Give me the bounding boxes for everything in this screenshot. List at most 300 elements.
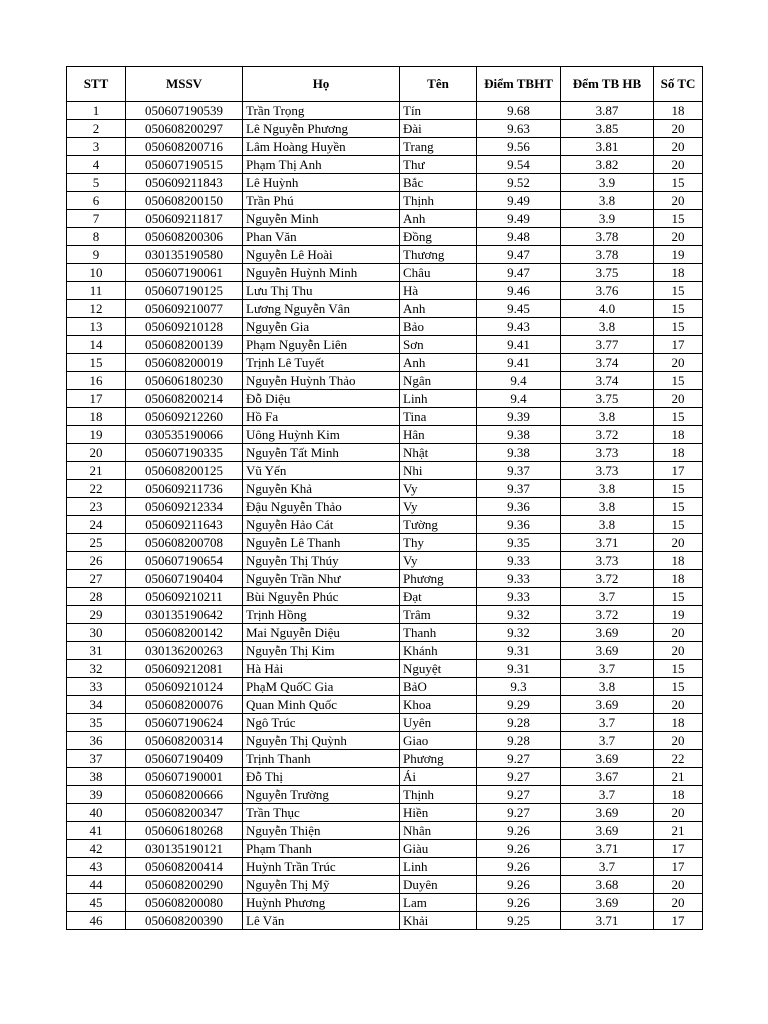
cell-ten: Thương <box>400 246 477 264</box>
cell-so-tc: 18 <box>654 102 703 120</box>
cell-mssv: 050607190409 <box>126 750 243 768</box>
table-row <box>67 714 703 732</box>
cell-so-tc: 20 <box>654 228 703 246</box>
cell-ten: Linh <box>400 858 477 876</box>
cell-so-tc: 18 <box>654 570 703 588</box>
cell-diem-tbht: 9.45 <box>477 300 561 318</box>
cell-diem-tb-hb: 3.74 <box>561 372 654 390</box>
cell-so-tc: 15 <box>654 372 703 390</box>
cell-stt: 38 <box>67 768 126 786</box>
cell-diem-tb-hb: 3.85 <box>561 120 654 138</box>
cell-stt: 21 <box>67 462 126 480</box>
cell-ten: Hân <box>400 426 477 444</box>
cell-stt: 15 <box>67 354 126 372</box>
cell-mssv: 050608200708 <box>126 534 243 552</box>
cell-stt: 12 <box>67 300 126 318</box>
table-body <box>67 102 703 930</box>
cell-ten: Tín <box>400 102 477 120</box>
cell-diem-tbht: 9.3 <box>477 678 561 696</box>
cell-so-tc: 15 <box>654 480 703 498</box>
cell-so-tc: 20 <box>654 624 703 642</box>
cell-stt: 24 <box>67 516 126 534</box>
cell-so-tc: 20 <box>654 120 703 138</box>
cell-diem-tb-hb: 3.73 <box>561 552 654 570</box>
cell-ho: Trịnh Hồng <box>243 606 400 624</box>
table-row <box>67 642 703 660</box>
cell-diem-tb-hb: 3.71 <box>561 912 654 930</box>
cell-mssv: 050609210077 <box>126 300 243 318</box>
cell-ho: Phan Văn <box>243 228 400 246</box>
cell-diem-tbht: 9.28 <box>477 714 561 732</box>
cell-stt: 9 <box>67 246 126 264</box>
cell-diem-tb-hb: 3.74 <box>561 354 654 372</box>
cell-diem-tbht: 9.26 <box>477 894 561 912</box>
table-row <box>67 516 703 534</box>
table-row <box>67 372 703 390</box>
cell-diem-tb-hb: 3.78 <box>561 246 654 264</box>
cell-diem-tbht: 9.28 <box>477 732 561 750</box>
cell-diem-tbht: 9.43 <box>477 318 561 336</box>
cell-so-tc: 20 <box>654 804 703 822</box>
cell-mssv: 050609212260 <box>126 408 243 426</box>
cell-so-tc: 15 <box>654 174 703 192</box>
cell-ho: Nguyễn Trần Như <box>243 570 400 588</box>
cell-diem-tbht: 9.26 <box>477 876 561 894</box>
table-row <box>67 462 703 480</box>
cell-so-tc: 15 <box>654 282 703 300</box>
header-ho: Họ <box>243 67 400 102</box>
cell-ho: Trần Phú <box>243 192 400 210</box>
cell-diem-tb-hb: 3.67 <box>561 768 654 786</box>
cell-mssv: 050608200139 <box>126 336 243 354</box>
cell-mssv: 030135190642 <box>126 606 243 624</box>
cell-mssv: 050609212081 <box>126 660 243 678</box>
cell-so-tc: 17 <box>654 858 703 876</box>
cell-ho: Uông Huỳnh Kim <box>243 426 400 444</box>
cell-so-tc: 17 <box>654 912 703 930</box>
cell-mssv: 050607190125 <box>126 282 243 300</box>
cell-ten: Đài <box>400 120 477 138</box>
cell-diem-tb-hb: 3.7 <box>561 588 654 606</box>
cell-ten: Thịnh <box>400 786 477 804</box>
cell-ten: Phương <box>400 570 477 588</box>
cell-stt: 22 <box>67 480 126 498</box>
cell-diem-tbht: 9.26 <box>477 858 561 876</box>
cell-diem-tb-hb: 3.8 <box>561 192 654 210</box>
cell-mssv: 050609211643 <box>126 516 243 534</box>
header-stt: STT <box>67 67 126 102</box>
cell-diem-tbht: 9.38 <box>477 426 561 444</box>
cell-ho: Đỗ Diệu <box>243 390 400 408</box>
table-row <box>67 246 703 264</box>
cell-ho: Nguyễn Gia <box>243 318 400 336</box>
cell-ten: Giao <box>400 732 477 750</box>
cell-stt: 6 <box>67 192 126 210</box>
table-row <box>67 480 703 498</box>
cell-so-tc: 15 <box>654 678 703 696</box>
cell-so-tc: 20 <box>654 390 703 408</box>
cell-stt: 7 <box>67 210 126 228</box>
cell-so-tc: 15 <box>654 498 703 516</box>
cell-ten: Châu <box>400 264 477 282</box>
cell-stt: 41 <box>67 822 126 840</box>
cell-so-tc: 19 <box>654 606 703 624</box>
cell-ho: Nguyễn Thị Quỳnh <box>243 732 400 750</box>
header-ten: Tên <box>400 67 477 102</box>
cell-ho: Trần Thục <box>243 804 400 822</box>
cell-so-tc: 18 <box>654 552 703 570</box>
cell-ten: Khoa <box>400 696 477 714</box>
table-row <box>67 732 703 750</box>
cell-stt: 20 <box>67 444 126 462</box>
cell-ho: Quan Minh Quốc <box>243 696 400 714</box>
cell-stt: 36 <box>67 732 126 750</box>
cell-diem-tbht: 9.68 <box>477 102 561 120</box>
cell-diem-tb-hb: 3.69 <box>561 642 654 660</box>
cell-stt: 32 <box>67 660 126 678</box>
header-diem-tbht: Điểm TBHT <box>477 67 561 102</box>
cell-diem-tbht: 9.63 <box>477 120 561 138</box>
cell-ho: Nguyễn Thị Thúy <box>243 552 400 570</box>
cell-stt: 40 <box>67 804 126 822</box>
cell-mssv: 050608200314 <box>126 732 243 750</box>
cell-diem-tb-hb: 3.8 <box>561 408 654 426</box>
cell-diem-tb-hb: 3.73 <box>561 462 654 480</box>
cell-diem-tbht: 9.32 <box>477 624 561 642</box>
cell-diem-tbht: 9.27 <box>477 804 561 822</box>
cell-diem-tbht: 9.56 <box>477 138 561 156</box>
cell-stt: 18 <box>67 408 126 426</box>
cell-ten: Anh <box>400 300 477 318</box>
table-row <box>67 228 703 246</box>
cell-diem-tb-hb: 3.76 <box>561 282 654 300</box>
cell-ten: Ái <box>400 768 477 786</box>
cell-stt: 13 <box>67 318 126 336</box>
cell-mssv: 050607190404 <box>126 570 243 588</box>
cell-ho: Phạm Thanh <box>243 840 400 858</box>
cell-ten: Thanh <box>400 624 477 642</box>
cell-diem-tbht: 9.25 <box>477 912 561 930</box>
cell-mssv: 050608200666 <box>126 786 243 804</box>
cell-stt: 4 <box>67 156 126 174</box>
cell-ten: Lam <box>400 894 477 912</box>
cell-stt: 19 <box>67 426 126 444</box>
table-row <box>67 822 703 840</box>
cell-mssv: 050608200142 <box>126 624 243 642</box>
cell-diem-tbht: 9.35 <box>477 534 561 552</box>
cell-mssv: 050606180268 <box>126 822 243 840</box>
cell-ten: Vy <box>400 498 477 516</box>
cell-ten: Hà <box>400 282 477 300</box>
cell-mssv: 050609210211 <box>126 588 243 606</box>
cell-so-tc: 19 <box>654 246 703 264</box>
cell-ho: Lương Nguyễn Vân <box>243 300 400 318</box>
cell-ten: Anh <box>400 210 477 228</box>
student-grade-table <box>66 66 703 930</box>
cell-ho: Nguyễn Tất Minh <box>243 444 400 462</box>
cell-ho: Lê Nguyễn Phương <box>243 120 400 138</box>
cell-stt: 2 <box>67 120 126 138</box>
cell-mssv: 050608200150 <box>126 192 243 210</box>
cell-diem-tb-hb: 3.69 <box>561 894 654 912</box>
cell-mssv: 050607190335 <box>126 444 243 462</box>
cell-ho: Nguyễn Thiện <box>243 822 400 840</box>
cell-ten: Thy <box>400 534 477 552</box>
cell-so-tc: 18 <box>654 786 703 804</box>
cell-ho: Lê Văn <box>243 912 400 930</box>
cell-ten: Bảo <box>400 318 477 336</box>
table-row <box>67 336 703 354</box>
cell-mssv: 050609210124 <box>126 678 243 696</box>
cell-diem-tbht: 9.37 <box>477 462 561 480</box>
header-so-tc: Số TC <box>654 67 703 102</box>
cell-diem-tb-hb: 3.69 <box>561 624 654 642</box>
cell-diem-tb-hb: 3.73 <box>561 444 654 462</box>
cell-ten: Bắc <box>400 174 477 192</box>
cell-diem-tbht: 9.4 <box>477 390 561 408</box>
cell-diem-tbht: 9.31 <box>477 642 561 660</box>
cell-ten: BảO <box>400 678 477 696</box>
cell-ten: Trâm <box>400 606 477 624</box>
cell-diem-tb-hb: 3.69 <box>561 822 654 840</box>
cell-mssv: 050607190061 <box>126 264 243 282</box>
cell-diem-tb-hb: 3.68 <box>561 876 654 894</box>
cell-diem-tb-hb: 3.72 <box>561 606 654 624</box>
cell-ho: Nguyễn Huỳnh Minh <box>243 264 400 282</box>
cell-ten: Khánh <box>400 642 477 660</box>
table-row <box>67 174 703 192</box>
table-row <box>67 138 703 156</box>
cell-mssv: 050608200080 <box>126 894 243 912</box>
cell-diem-tbht: 9.41 <box>477 354 561 372</box>
cell-ho: Phạm Nguyễn Liên <box>243 336 400 354</box>
cell-so-tc: 17 <box>654 462 703 480</box>
table-row <box>67 192 703 210</box>
cell-mssv: 050607190001 <box>126 768 243 786</box>
cell-ho: Nguyễn Minh <box>243 210 400 228</box>
cell-ho: Nguyễn Trường <box>243 786 400 804</box>
cell-diem-tbht: 9.41 <box>477 336 561 354</box>
cell-diem-tb-hb: 3.69 <box>561 804 654 822</box>
cell-ho: Nguyễn Huỳnh Thảo <box>243 372 400 390</box>
cell-stt: 34 <box>67 696 126 714</box>
cell-diem-tbht: 9.27 <box>477 750 561 768</box>
cell-diem-tb-hb: 3.8 <box>561 318 654 336</box>
cell-ten: Nhật <box>400 444 477 462</box>
table-row <box>67 426 703 444</box>
cell-so-tc: 15 <box>654 408 703 426</box>
cell-diem-tb-hb: 3.7 <box>561 786 654 804</box>
table-row <box>67 498 703 516</box>
cell-so-tc: 15 <box>654 318 703 336</box>
cell-diem-tbht: 9.29 <box>477 696 561 714</box>
cell-stt: 37 <box>67 750 126 768</box>
table-row <box>67 534 703 552</box>
table-row <box>67 570 703 588</box>
table-row <box>67 804 703 822</box>
cell-so-tc: 20 <box>654 354 703 372</box>
table-row <box>67 264 703 282</box>
cell-diem-tbht: 9.54 <box>477 156 561 174</box>
table-row <box>67 750 703 768</box>
cell-stt: 29 <box>67 606 126 624</box>
table-row <box>67 858 703 876</box>
cell-diem-tbht: 9.38 <box>477 444 561 462</box>
cell-diem-tbht: 9.32 <box>477 606 561 624</box>
table-row <box>67 282 703 300</box>
cell-diem-tbht: 9.26 <box>477 840 561 858</box>
cell-ho: Ngô Trúc <box>243 714 400 732</box>
cell-diem-tb-hb: 3.7 <box>561 660 654 678</box>
cell-diem-tb-hb: 3.75 <box>561 390 654 408</box>
cell-mssv: 050608200414 <box>126 858 243 876</box>
cell-ten: Uyên <box>400 714 477 732</box>
cell-stt: 33 <box>67 678 126 696</box>
cell-diem-tbht: 9.26 <box>477 822 561 840</box>
table-row <box>67 444 703 462</box>
cell-stt: 14 <box>67 336 126 354</box>
cell-stt: 30 <box>67 624 126 642</box>
cell-so-tc: 20 <box>654 192 703 210</box>
cell-so-tc: 18 <box>654 264 703 282</box>
cell-stt: 42 <box>67 840 126 858</box>
table-row <box>67 876 703 894</box>
cell-mssv: 050606180230 <box>126 372 243 390</box>
table-row <box>67 786 703 804</box>
cell-stt: 46 <box>67 912 126 930</box>
cell-mssv: 050609211817 <box>126 210 243 228</box>
cell-diem-tbht: 9.49 <box>477 210 561 228</box>
cell-diem-tb-hb: 3.82 <box>561 156 654 174</box>
cell-stt: 5 <box>67 174 126 192</box>
cell-ho: Vũ Yến <box>243 462 400 480</box>
cell-ten: Thư <box>400 156 477 174</box>
cell-ten: Đạt <box>400 588 477 606</box>
cell-diem-tbht: 9.37 <box>477 480 561 498</box>
cell-so-tc: 15 <box>654 660 703 678</box>
cell-diem-tbht: 9.52 <box>477 174 561 192</box>
cell-diem-tbht: 9.36 <box>477 516 561 534</box>
table-row <box>67 120 703 138</box>
cell-diem-tbht: 9.4 <box>477 372 561 390</box>
table-row <box>67 768 703 786</box>
cell-ten: Tường <box>400 516 477 534</box>
cell-ten: Giàu <box>400 840 477 858</box>
cell-diem-tb-hb: 3.71 <box>561 840 654 858</box>
cell-mssv: 050608200290 <box>126 876 243 894</box>
cell-so-tc: 18 <box>654 444 703 462</box>
table-row <box>67 156 703 174</box>
table-row <box>67 102 703 120</box>
cell-diem-tbht: 9.49 <box>477 192 561 210</box>
cell-stt: 31 <box>67 642 126 660</box>
cell-diem-tbht: 9.36 <box>477 498 561 516</box>
cell-ten: Sơn <box>400 336 477 354</box>
cell-ten: Linh <box>400 390 477 408</box>
cell-so-tc: 18 <box>654 426 703 444</box>
cell-diem-tbht: 9.46 <box>477 282 561 300</box>
cell-ten: Đồng <box>400 228 477 246</box>
cell-ho: Bùi Nguyễn Phúc <box>243 588 400 606</box>
cell-mssv: 050608200297 <box>126 120 243 138</box>
cell-mssv: 050607190654 <box>126 552 243 570</box>
cell-stt: 27 <box>67 570 126 588</box>
cell-stt: 43 <box>67 858 126 876</box>
cell-stt: 8 <box>67 228 126 246</box>
cell-so-tc: 21 <box>654 768 703 786</box>
cell-ho: Huỳnh Trần Trúc <box>243 858 400 876</box>
cell-ho: Nguyễn Thị Mỹ <box>243 876 400 894</box>
cell-ten: Nhi <box>400 462 477 480</box>
cell-mssv: 050608200019 <box>126 354 243 372</box>
cell-diem-tb-hb: 3.78 <box>561 228 654 246</box>
cell-so-tc: 18 <box>654 714 703 732</box>
cell-ho: Huỳnh Phương <box>243 894 400 912</box>
cell-mssv: 050609212334 <box>126 498 243 516</box>
cell-ho: Nguyễn Thị Kim <box>243 642 400 660</box>
table-row <box>67 390 703 408</box>
table-row <box>67 354 703 372</box>
cell-diem-tb-hb: 3.8 <box>561 516 654 534</box>
cell-diem-tb-hb: 3.87 <box>561 102 654 120</box>
cell-mssv: 050608200125 <box>126 462 243 480</box>
cell-so-tc: 20 <box>654 696 703 714</box>
cell-diem-tbht: 9.48 <box>477 228 561 246</box>
cell-ten: Nhân <box>400 822 477 840</box>
table-row <box>67 318 703 336</box>
cell-ho: PhạM QuốC Gia <box>243 678 400 696</box>
cell-mssv: 050609210128 <box>126 318 243 336</box>
cell-so-tc: 20 <box>654 894 703 912</box>
cell-ho: Hồ Fa <box>243 408 400 426</box>
header-diem-tb-hb: Đểm TB HB <box>561 67 654 102</box>
table-row <box>67 894 703 912</box>
table-row <box>67 552 703 570</box>
cell-ho: Trần Trọng <box>243 102 400 120</box>
cell-so-tc: 20 <box>654 732 703 750</box>
cell-so-tc: 15 <box>654 516 703 534</box>
cell-mssv: 050608200347 <box>126 804 243 822</box>
cell-ten: Duyên <box>400 876 477 894</box>
cell-mssv: 050609211736 <box>126 480 243 498</box>
table-row <box>67 696 703 714</box>
cell-mssv: 050609211843 <box>126 174 243 192</box>
cell-ho: Mai Nguyễn Diệu <box>243 624 400 642</box>
cell-so-tc: 15 <box>654 300 703 318</box>
cell-mssv: 030136200263 <box>126 642 243 660</box>
cell-diem-tb-hb: 3.71 <box>561 534 654 552</box>
cell-mssv: 050607190515 <box>126 156 243 174</box>
cell-ho: Nguyễn Lê Thanh <box>243 534 400 552</box>
cell-diem-tb-hb: 3.7 <box>561 858 654 876</box>
cell-ho: Phạm Thị Anh <box>243 156 400 174</box>
table-row <box>67 624 703 642</box>
cell-so-tc: 20 <box>654 642 703 660</box>
cell-so-tc: 20 <box>654 534 703 552</box>
cell-ten: Hiền <box>400 804 477 822</box>
cell-mssv: 050607190539 <box>126 102 243 120</box>
cell-stt: 11 <box>67 282 126 300</box>
cell-ten: Vy <box>400 552 477 570</box>
cell-ten: Anh <box>400 354 477 372</box>
cell-diem-tbht: 9.47 <box>477 246 561 264</box>
cell-stt: 25 <box>67 534 126 552</box>
cell-diem-tb-hb: 3.9 <box>561 210 654 228</box>
cell-so-tc: 21 <box>654 822 703 840</box>
cell-stt: 39 <box>67 786 126 804</box>
header-mssv: MSSV <box>126 67 243 102</box>
cell-diem-tb-hb: 3.8 <box>561 678 654 696</box>
